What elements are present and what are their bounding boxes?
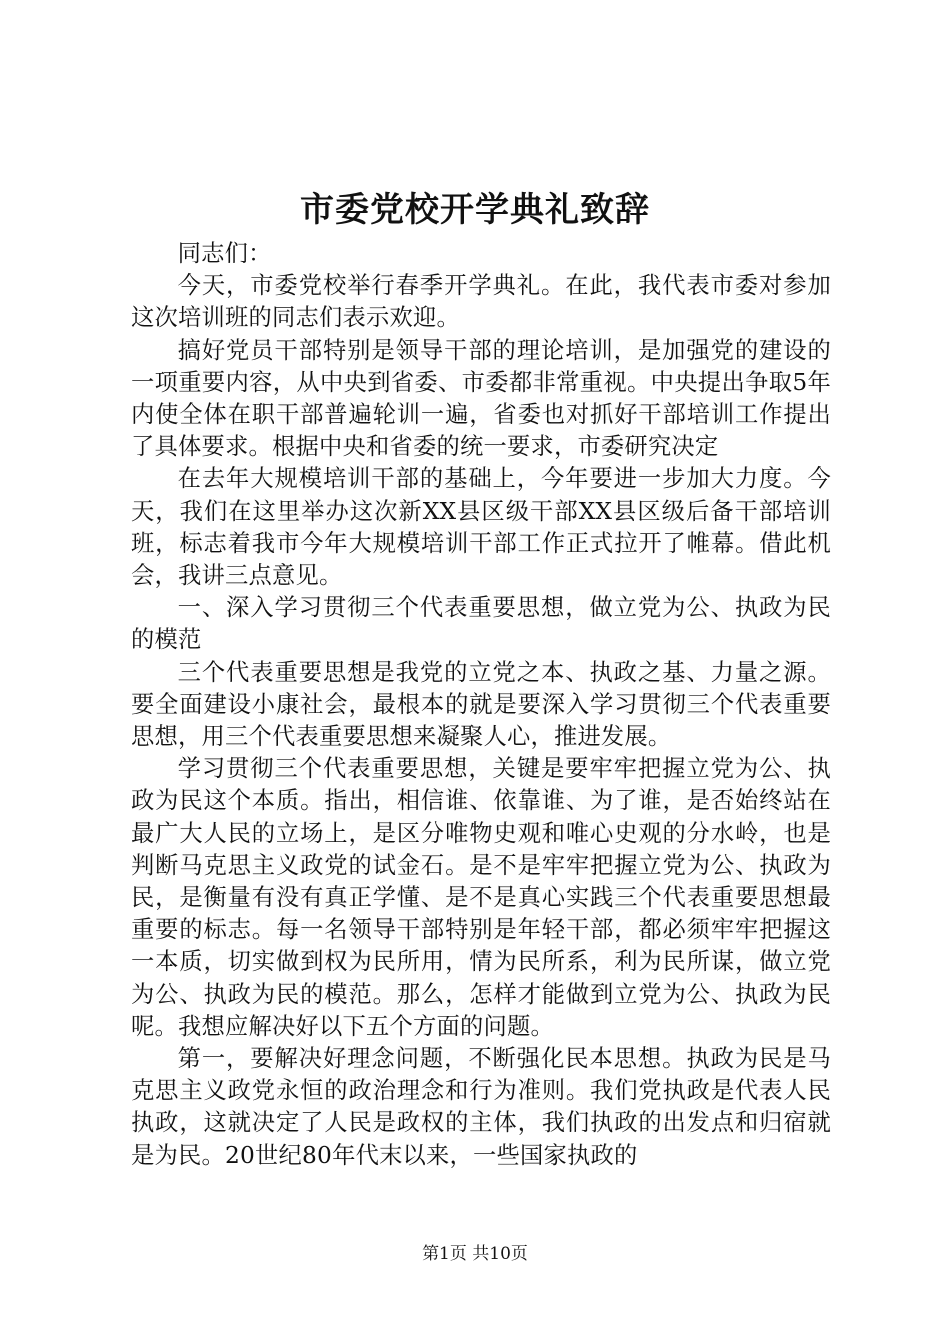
paragraph-salutation: 同志们：	[177, 240, 272, 267]
document-title: 市委党校开学典礼致辞	[300, 190, 650, 230]
paragraph: 三个代表重要思想是我党的立党之本、执政之基、力量之源。要全面建设小康社会，最根本的就是要深入学习贯彻三个代表重要思想，用三个代表重要思想来凝聚人心，推进发展。	[131, 658, 831, 751]
page-number-footer: 第1页 共10页	[422, 1244, 528, 1264]
section-heading: 一、深入学习贯彻三个代表重要思想，做立党为公、执政为民的模范	[131, 594, 831, 654]
paragraph: 在去年大规模培训干部的基础上，今年要进一步加大力度。今天，我们在这里举办这次新XX县区级干部XX县区级后备干部培训班，标志着我市今年大规模培训干部工作正式拉开了帷幕。借此机会，我讲三点意见。	[131, 465, 831, 590]
paragraph: 今天，市委党校举行春季开学典礼。在此，我代表市委对参加这次培训班的同志们表示欢迎。	[131, 272, 831, 332]
paragraph: 第一，要解决好理念问题，不断强化民本思想。执政为民是马克思主义政党永恒的政治理念和行为准则。我们党执政是代表人民执政，这就决定了人民是政权的主体，我们执政的出发点和归宿就是为民。20世纪80年代末以来，一些国家执政的	[131, 1045, 831, 1169]
document-body	[131, 238, 831, 1172]
paragraph: 学习贯彻三个代表重要思想，关键是要牢牢把握立党为公、执政为民这个本质。指出，相信谁、依靠谁、为了谁，是否始终站在最广大人民的立场上，是区分唯物史观和唯心史观的分水岭，也是判断马克思主义政党的试金石。是不是牢牢把握立党为公、执政为民，是衡量有没有真正学懂、是不是真心实践三个代表重要思想最重要的标志。每一名领导干部特别是年轻干部，都必须牢牢把握这一本质，切实做到权为民所用，情为民所系，利为民所谋，做立党为公、执政为民的模范。那么，怎样才能做到立党为公、执政为民呢。我想应解决好以下五个方面的问题。	[131, 755, 831, 1040]
paragraph: 搞好党员干部特别是领导干部的理论培训，是加强党的建设的一项重要内容，从中央到省委、市委都非常重视。中央提出争取5年内使全体在职干部普遍轮训一遍，省委也对抓好干部培训工作提出了具体要求。根据中央和省委的统一要求，市委研究决定	[131, 336, 831, 461]
